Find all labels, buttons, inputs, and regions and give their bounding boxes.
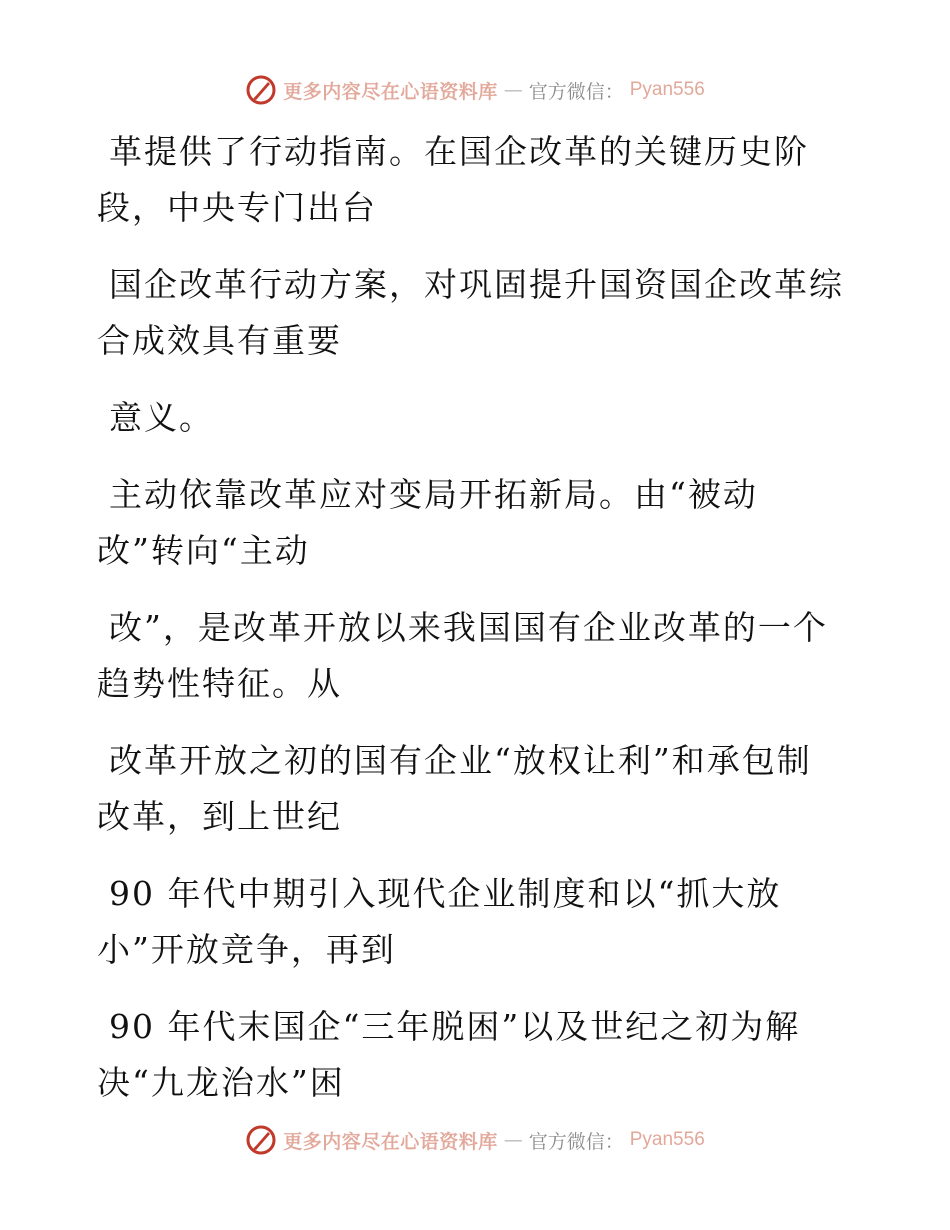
- paragraph-line: 90 年代末国企“三年脱困”以及世纪之初为解: [109, 1007, 801, 1046]
- paragraph-line: 决“九龙治水”困: [97, 1063, 345, 1102]
- paragraph: [97, 600, 857, 712]
- paragraph-line: 国企改革行动方案，对巩固提升国资国企改革综: [109, 265, 844, 304]
- paragraph-line: 改”，是改革开放以来我国国有企业改革的一个: [109, 608, 828, 647]
- paragraph: [97, 390, 857, 446]
- banner-wechat-id: Pyan556: [629, 79, 705, 100]
- paragraph: [97, 999, 857, 1111]
- quill-logo-icon: [245, 74, 277, 106]
- header-banner: [0, 70, 950, 110]
- paragraph-line: 主动依靠改革应对变局开拓新局。由“被动: [109, 475, 758, 514]
- banner-separator: —: [503, 1129, 523, 1151]
- banner-wechat-label: 官方微信：: [528, 1130, 624, 1153]
- banner-wechat-id: Pyan556: [629, 1129, 705, 1150]
- paragraph-line: 90 年代中期引入现代企业制度和以“抓大放: [109, 874, 782, 913]
- paragraph-line: 趋势性特征。从: [97, 664, 342, 703]
- paragraph-line: 改革开放之初的国有企业“放权让利”和承包制: [109, 741, 812, 780]
- paragraph-line: 段，中央专门出台: [97, 188, 377, 227]
- paragraph-line: 改革，到上世纪: [97, 797, 342, 836]
- paragraph-line: 意义。: [109, 398, 214, 437]
- paragraph-line: 合成效具有重要: [97, 321, 342, 360]
- banner-separator: —: [503, 79, 523, 101]
- paragraph: [97, 467, 857, 579]
- quill-logo-icon: [245, 1124, 277, 1156]
- paragraph: [97, 257, 857, 369]
- banner-title: 更多内容尽在心语资料库: [283, 1130, 498, 1153]
- footer-banner: [0, 1120, 950, 1160]
- banner-title: 更多内容尽在心语资料库: [283, 80, 498, 103]
- paragraph: [97, 733, 857, 845]
- banner-wechat-label: 官方微信：: [528, 80, 624, 103]
- paragraph-line: 小”开放竞争，再到: [97, 930, 396, 969]
- paragraph-line: 改”转向“主动: [97, 531, 310, 570]
- paragraph-line: 革提供了行动指南。在国企改革的关键历史阶: [109, 132, 809, 171]
- paragraph: [97, 124, 857, 236]
- document-body: [97, 124, 857, 1132]
- paragraph: [97, 866, 857, 978]
